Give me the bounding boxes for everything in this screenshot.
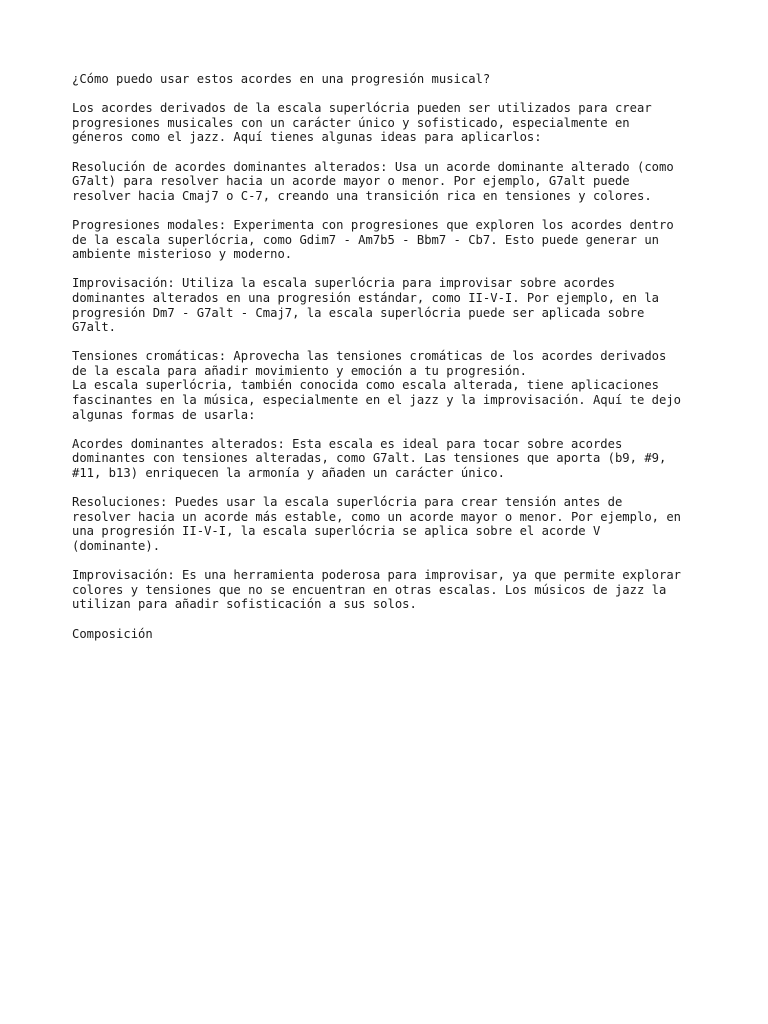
paragraph <box>72 101 712 145</box>
text-line: #11, b13) enriquecen la armonía y añaden un carácter único. <box>72 466 505 481</box>
document-page <box>72 72 712 656</box>
text-line: resolver hacia un acorde más estable, como un acorde mayor o menor. Por ejemplo, en <box>72 509 682 524</box>
paragraph <box>72 349 712 422</box>
text-line: algunas formas de usarla: <box>72 407 256 422</box>
text-line: de la escala superlócria, como Gdim7 - Am7b5 - Bbm7 - Cb7. Esto puede generar un <box>72 232 659 247</box>
paragraph <box>72 437 712 481</box>
text-line: progresiones musicales con un carácter único y sofisticado, especialmente en <box>72 115 630 130</box>
paragraph <box>72 495 712 553</box>
text-line: colores y tensiones que no se encuentran en otras escalas. Los músicos de jazz la <box>72 582 667 597</box>
paragraph <box>72 276 712 334</box>
text-line: fascinantes en la música, especialmente en el jazz y la improvisación. Aquí te dejo <box>72 393 682 408</box>
text-line: Resolución de acordes dominantes alterados: Usa un acorde dominante alterado (como <box>72 159 674 174</box>
paragraph <box>72 72 712 87</box>
text-line: Improvisación: Es una herramienta poderosa para improvisar, ya que permite explorar <box>72 568 682 583</box>
text-line: dominantes con tensiones alteradas, como G7alt. Las tensiones que aporta (b9, #9, <box>72 451 667 466</box>
text-line: Improvisación: Utiliza la escala superlócria para improvisar sobre acordes <box>72 276 615 291</box>
text-line: dominantes alterados en una progresión estándar, como II-V-I. Por ejemplo, en la <box>72 290 659 305</box>
text-line: Los acordes derivados de la escala superlócria pueden ser utilizados para crear <box>72 101 652 116</box>
text-line: una progresión II-V-I, la escala superlócria se aplica sobre el acorde V <box>72 524 601 539</box>
text-line: (dominante). <box>72 539 161 553</box>
text-line: progresión Dm7 - G7alt - Cmaj7, la escala superlócria puede ser aplicada sobre <box>72 305 645 320</box>
text-line: Resoluciones: Puedes usar la escala superlócria para crear tensión antes de <box>72 495 623 510</box>
text-line: G7alt. <box>72 320 117 335</box>
paragraph <box>72 568 712 612</box>
text-line: G7alt) para resolver hacia un acorde mayor o menor. Por ejemplo, G7alt puede <box>72 174 630 189</box>
text-line: Tensiones cromáticas: Aprovecha las tensiones cromáticas de los acordes derivados <box>72 349 667 364</box>
text-line: ¿Cómo puedo usar estos acordes en una progresión musical? <box>72 72 491 86</box>
text-line: utilizan para añadir sofisticación a sus solos. <box>72 597 417 612</box>
text-line: Acordes dominantes alterados: Esta escala es ideal para tocar sobre acordes <box>72 436 623 451</box>
text-line: ambiente misterioso y moderno. <box>72 247 293 262</box>
text-line: géneros como el jazz. Aquí tienes algunas ideas para aplicarlos: <box>72 130 542 145</box>
paragraph <box>72 218 712 262</box>
text-line: resolver hacia Cmaj7 o C-7, creando una transición rica en tensiones y colores. <box>72 188 652 203</box>
text-line: Progresiones modales: Experimenta con progresiones que exploren los acordes dentro <box>72 217 674 232</box>
paragraph <box>72 160 712 204</box>
paragraph <box>72 627 712 642</box>
text-line: de la escala para añadir movimiento y emoción a tu progresión. <box>72 363 527 378</box>
text-line: Composición <box>72 626 153 641</box>
text-line: La escala superlócria, también conocida como escala alterada, tiene aplicaciones <box>72 378 659 393</box>
